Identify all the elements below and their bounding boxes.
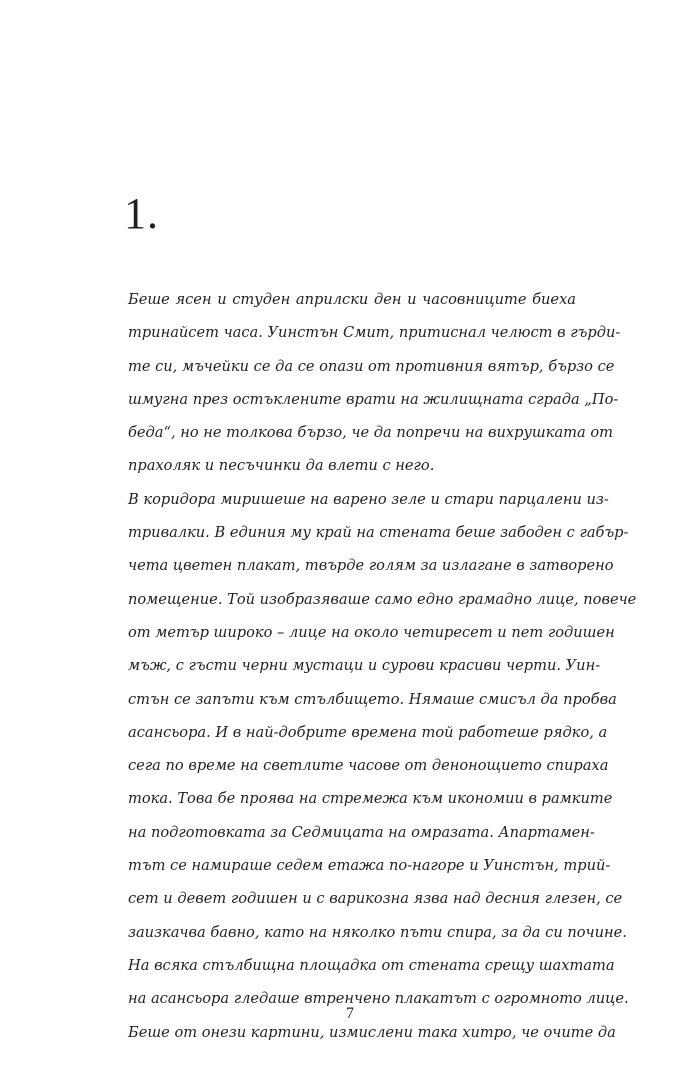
chapter-number: 1. (124, 189, 159, 238)
text-line: тривалки. В единия му край на стената беше забоден с габър- (128, 524, 629, 542)
text-line: беда“, но не толкова бързо, че да попречи на вихрушката от (128, 424, 613, 442)
text-line: от метър широко – лице на около четиресет и пет годишен (128, 623, 615, 641)
text-line: на асансьора гледаше втренчено плакатът с огромното лице. (128, 990, 629, 1008)
text-line: мъж, с гъсти черни мустаци и сурови красиви черти. Уин- (128, 657, 601, 675)
text-line: те си, мъчейки се да се опази от противния вятър, бързо се (128, 357, 615, 375)
text-line: Беше от онези картини, измислени така хитро, че очите да (128, 1023, 616, 1041)
text-line: сега по време на светлите часове от денонощието спираха (128, 757, 609, 775)
text-line: чета цветен плакат, твърде голям за излагане в затворено (128, 557, 614, 575)
text-line: сет и девет годишен и с варикозна язва над десния глезен, се (128, 890, 623, 908)
text-line: прахоляк и песъчинки да влети с него. (128, 457, 435, 475)
text-line: тока. Това бе проява на стремежа към икономии в рамките (128, 790, 613, 808)
text-line: заизкачва бавно, като на няколко пъти спира, за да си почине. (128, 923, 627, 941)
text-line: тринайсет часа. Уинстън Смит, притиснал челюст в гърди- (128, 324, 621, 342)
text-line: В коридора миришеше на варено зеле и стари парцалени из- (128, 490, 609, 508)
text-line: помещение. Той изобразяваше само едно грамадно лице, повече (128, 590, 637, 608)
page-number: 7 (346, 1005, 354, 1022)
text-line: шмугна през остъклените врати на жилищната сграда „По- (128, 390, 619, 408)
text-line: стън се запъти към стълбището. Нямаше смисъл да пробва (128, 690, 617, 708)
paragraph (128, 483, 637, 1049)
text-line: на подготовката за Седмицата на омразата. Апартамен- (128, 823, 595, 841)
text-line: Беше ясен и студен априлски ден и часовниците биеха (128, 291, 576, 308)
paragraph (128, 283, 621, 483)
chapter-body-text (128, 283, 637, 1049)
text-line: асансьора. И в най-добрите времена той работеше рядко, а (128, 723, 608, 741)
text-line: На всяка стълбищна площадка от стената срещу шахтата (128, 956, 615, 974)
text-line: тът се намираше седем етажа по-нагоре и Уинстън, трий- (128, 857, 611, 875)
